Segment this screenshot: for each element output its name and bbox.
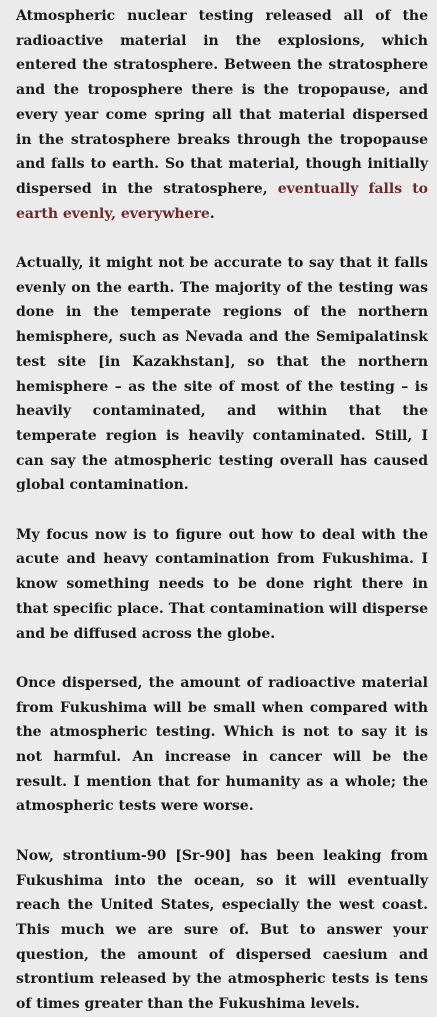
paragraph-text-end: . (209, 205, 215, 222)
highlighted-quote: eventually falls to earth evenly, everywhere (16, 180, 429, 222)
paragraph-fukushima-focus: My focus now is to figure out how to deal with the acute and heavy contamination from Fukushima. I know something needs to be done right there in that specific place. That contamination will disperse and be diffused across the globe. (16, 526, 428, 642)
paragraph-atmospheric-testing (16, 4, 428, 226)
paragraph-dispersal-comparison: Once dispersed, the amount of radioactive material from Fukushima will be small when compared with the atmospheric testing. Which is not to say it is not harmful. An increase in cancer will be the result. I mention that for humanity as a whole; the atmospheric tests were worse. (16, 674, 428, 815)
paragraph-text: Atmospheric nuclear testing released all of the radioactive material in the explosions, which entered the stratosphere. Between the stratosphere and the troposphere there is the tropopause, and every year come spring all that material dispersed in the stratosphere breaks through the tropopause and falls to earth. So that material, though initially dispersed in the stratosphere, (16, 8, 428, 197)
paragraph-northern-hemisphere: Actually, it might not be accurate to say that it falls evenly on the earth. The majority of the testing was done in the temperate regions of the northern hemisphere, such as Nevada and the Semipalatinsk test site [in Kazakhstan], so that the northern hemisphere – as the site of most of the testing – is heavily contaminated, and within that the temperate region is heavily contaminated. Still, I can say the atmospheric testing overall has caused global contamination. (16, 255, 428, 494)
paragraph-strontium-leak: Now, strontium-90 [Sr-90] has been leaking from Fukushima into the ocean, so it will eventually reach the United States, especially the west coast. This much we are sure of. But to answer your question, the amount of dispersed caesium and strontium released by the atmospheric tests is tens of times greater than the Fukushima levels. (16, 847, 428, 1013)
